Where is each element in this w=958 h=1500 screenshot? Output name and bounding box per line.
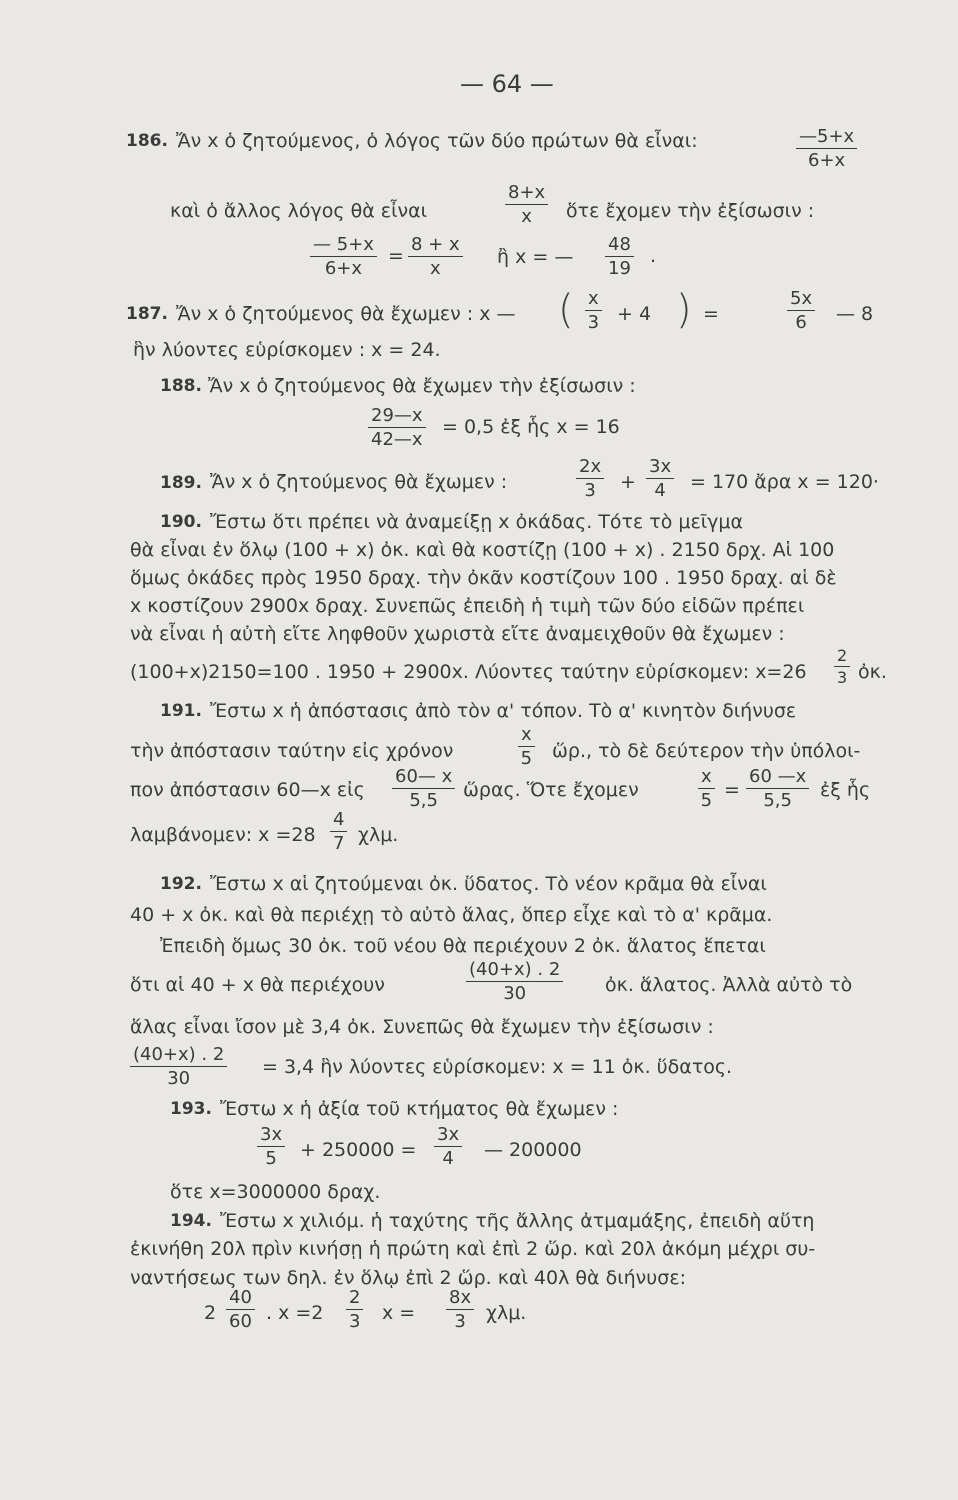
p189-fraction-1: $\frac{2x}{3}$ [576, 458, 604, 500]
p194-fraction-3: $\frac{8x}{3}$ [446, 1289, 474, 1331]
p189-rest: = 170 ἄρα x = 120· [690, 471, 879, 493]
p191-line2a: τὴν ἀπόστασιν ταύτην εἰς χρόνον [130, 740, 454, 762]
p191-line1: Ἔστω x ἡ ἀπόστασις ἀπὸ τὸν α' τόπον. Τὸ α' κινητὸν διήνυσε [210, 700, 797, 722]
p186-fraction-3: $\frac{— 5+x}{6+x}$ [310, 236, 377, 278]
page-number: — 64 — [460, 70, 554, 98]
p189-line1: Ἄν x ὁ ζητούμενος θὰ ἔχωμεν : [210, 471, 508, 493]
p193-rest: — 200000 [484, 1139, 582, 1161]
p191-line3a: πον ἀπόστασιν 60—x εἰς [130, 779, 365, 801]
p191-fraction-1: $\frac{x}{5}$ [518, 726, 535, 768]
p194-x-equals: x = [382, 1302, 416, 1324]
p192-line5: ἅλας εἶναι ἴσον μὲ 3,4 ὀκ. Συνεπῶς θὰ ἔχωμεν τὴν ἐξίσωσιν : [130, 1016, 714, 1038]
p186-line1: Ἄν x ὁ ζητούμενος, ὁ λόγος τῶν δύο πρώτων θὰ εἶναι: [176, 130, 698, 152]
p186-fraction-5: $\frac{48}{19}$ [605, 236, 634, 278]
p189-plus: + [620, 471, 636, 493]
p188-line1: Ἄν x ὁ ζητούμενος θὰ ἔχωμεν τὴν ἐξίσωσιν : [208, 375, 636, 397]
p192-line4a: ὅτι αἱ 40 + x θὰ περιέχουν [130, 974, 385, 996]
p192-line4b: ὀκ. ἅλατος. Ἀλλὰ αὐτὸ τὸ [605, 974, 853, 996]
p187-line1: Ἄν x ὁ ζητούμενος θὰ ἔχωμεν : x — [176, 303, 516, 325]
p191-line3c: ἐξ ἧς [820, 779, 871, 801]
p191-line2b: ὥρ., τὸ δὲ δεύτερον τὴν ὑπόλοι- [552, 740, 861, 762]
p194-coef: 2 [204, 1302, 217, 1324]
p190-line1: Ἔστω ὅτι πρέπει νὰ ἀναμείξῃ x ὀκάδας. Τότε τὸ μεῖγμα [210, 511, 744, 533]
p186-line2a: καὶ ὁ ἄλλος λόγος θὰ εἶναι [170, 200, 428, 222]
problem-number-194: 194. [170, 1211, 212, 1231]
p187-fraction-1: $\frac{x}{3}$ [585, 290, 602, 332]
p194-times-x: . x =2 [266, 1302, 324, 1324]
p191-fraction-4: $\frac{60 —x}{5,5}$ [746, 768, 809, 810]
p194-unit: χλμ. [486, 1302, 527, 1324]
p192-line2: 40 + x ὀκ. καὶ θὰ περιέχῃ τὸ αὐτὸ ἅλας, ὅπερ εἶχε καὶ τὸ α' κρᾶμα. [130, 904, 773, 926]
p186-dot: . [650, 245, 657, 267]
problem-number-186: 186. [126, 131, 168, 151]
p191-fraction-2: $\frac{60— x}{5,5}$ [392, 768, 455, 810]
p192-fraction-1: $\frac{(40+x) . 2}{30}$ [466, 961, 563, 1003]
p190-line5: νὰ εἶναι ἡ αὐτὴ εἴτε ληφθοῦν χωριστὰ εἴτε ἀναμειχθοῦν θὰ ἔχωμεν : [130, 623, 785, 645]
p187-left-paren: ( [558, 287, 574, 333]
problem-number-192: 192. [160, 874, 202, 894]
p186-fraction-1: $\frac{—5+x}{6+x}$ [796, 128, 857, 170]
problem-number-190: 190. [160, 512, 202, 532]
p193-line3: ὅτε x=3000000 δραχ. [170, 1181, 381, 1203]
p190-line4: x κοστίζουν 2900x δραχ. Συνεπῶς ἐπειδὴ ἡ τιμὴ τῶν δύο εἰδῶν πρέπει [130, 595, 805, 617]
p190-unit: ὀκ. [858, 661, 887, 683]
p190-fraction-1: $\frac{2}{3}$ [834, 648, 850, 686]
p187-plus-four: + 4 [617, 303, 652, 325]
problem-number-188: 188. [160, 376, 202, 396]
p193-line1: Ἔστω x ἡ ἀξία τοῦ κτήματος θὰ ἔχωμεν : [220, 1098, 619, 1120]
p191-fraction-3: $\frac{x}{5}$ [698, 768, 715, 810]
p191-line4b: χλμ. [358, 824, 399, 846]
p188-rest: = 0,5 ἐξ ἧς x = 16 [442, 416, 620, 438]
p190-line2: θὰ εἶναι ἐν ὅλῳ (100 + x) ὀκ. καὶ θὰ κοστίζῃ (100 + x) . 2150 δρχ. Αἱ 100 [130, 539, 835, 561]
p191-line4a: λαμβάνομεν: x =28 [130, 824, 316, 846]
p188-fraction-1: $\frac{29—x}{42—x}$ [368, 407, 426, 449]
p191-line3b: ὥρας. Ὅτε ἔχομεν [463, 779, 639, 801]
p192-line3: Ἐπειδὴ ὅμως 30 ὀκ. τοῦ νέου θὰ περιέχουν 2 ὀκ. ἅλατος ἕπεται [160, 935, 766, 957]
p194-line2: ἐκινήθη 20λ πρὶν κινήσῃ ἡ πρώτη καὶ ἐπὶ 2 ὥρ. καὶ 20λ ἀκόμη μέχρι συ- [130, 1238, 816, 1260]
p189-fraction-2: $\frac{3x}{4}$ [646, 458, 674, 500]
p194-line1: Ἔστω x χιλιόμ. ἡ ταχύτης τῆς ἄλλης ἀτμαμάξης, ἐπειδὴ αὕτη [220, 1210, 815, 1232]
p186-fraction-2: $\frac{8+x}{x}$ [505, 184, 548, 226]
p194-fraction-1: $\frac{40}{60}$ [226, 1289, 255, 1331]
problem-number-193: 193. [170, 1099, 212, 1119]
p187-right-paren: ) [676, 287, 692, 333]
p191-fraction-5: $\frac{4}{7}$ [330, 811, 347, 853]
p192-line1: Ἔστω x αἱ ζητούμεναι ὀκ. ὕδατος. Τὸ νέον κρᾶμα θὰ εἶναι [210, 873, 767, 895]
p187-equals: = [703, 303, 719, 325]
p193-fraction-1: $\frac{3x}{5}$ [257, 1126, 285, 1168]
p187-minus-eight: — 8 [836, 303, 874, 325]
p193-middle: + 250000 = [300, 1139, 417, 1161]
p191-equals: = [724, 779, 740, 801]
p190-line3: ὅμως ὀκάδες πρὸς 1950 δραχ. τὴν ὀκᾶν κοστίζουν 100 . 1950 δραχ. αἱ δὲ [130, 567, 837, 589]
p186-equals: = [388, 245, 404, 267]
p192-fraction-2: $\frac{(40+x) . 2}{30}$ [130, 1046, 227, 1088]
p194-line3: ναντήσεως των δηλ. ἐν ὅλῳ ἐπὶ 2 ὥρ. καὶ 40λ θὰ διήνυσε: [130, 1267, 686, 1289]
problem-number-189: 189. [160, 473, 202, 493]
problem-number-191: 191. [160, 701, 202, 721]
problem-number-187: 187. [126, 304, 168, 324]
p190-line6: (100+x)2150=100 . 1950 + 2900x. Λύοντες ταύτην εὑρίσκομεν: x=26 [130, 661, 807, 683]
p186-fraction-4: $\frac{8 + x}{x}$ [408, 236, 463, 278]
p186-line2b: ὅτε ἔχομεν τὴν ἐξίσωσιν : [566, 200, 815, 222]
p186-or-x: ἢ x = — [497, 246, 574, 268]
p193-fraction-2: $\frac{3x}{4}$ [434, 1126, 462, 1168]
p194-fraction-2: $\frac{2}{3}$ [346, 1289, 363, 1331]
p187-fraction-2: $\frac{5x}{6}$ [787, 290, 815, 332]
p192-line6: = 3,4 ἣν λύοντες εὑρίσκομεν: x = 11 ὀκ. ὕδατος. [262, 1056, 733, 1078]
p187-line2: ἣν λύοντες εὑρίσκομεν : x = 24. [133, 339, 441, 361]
